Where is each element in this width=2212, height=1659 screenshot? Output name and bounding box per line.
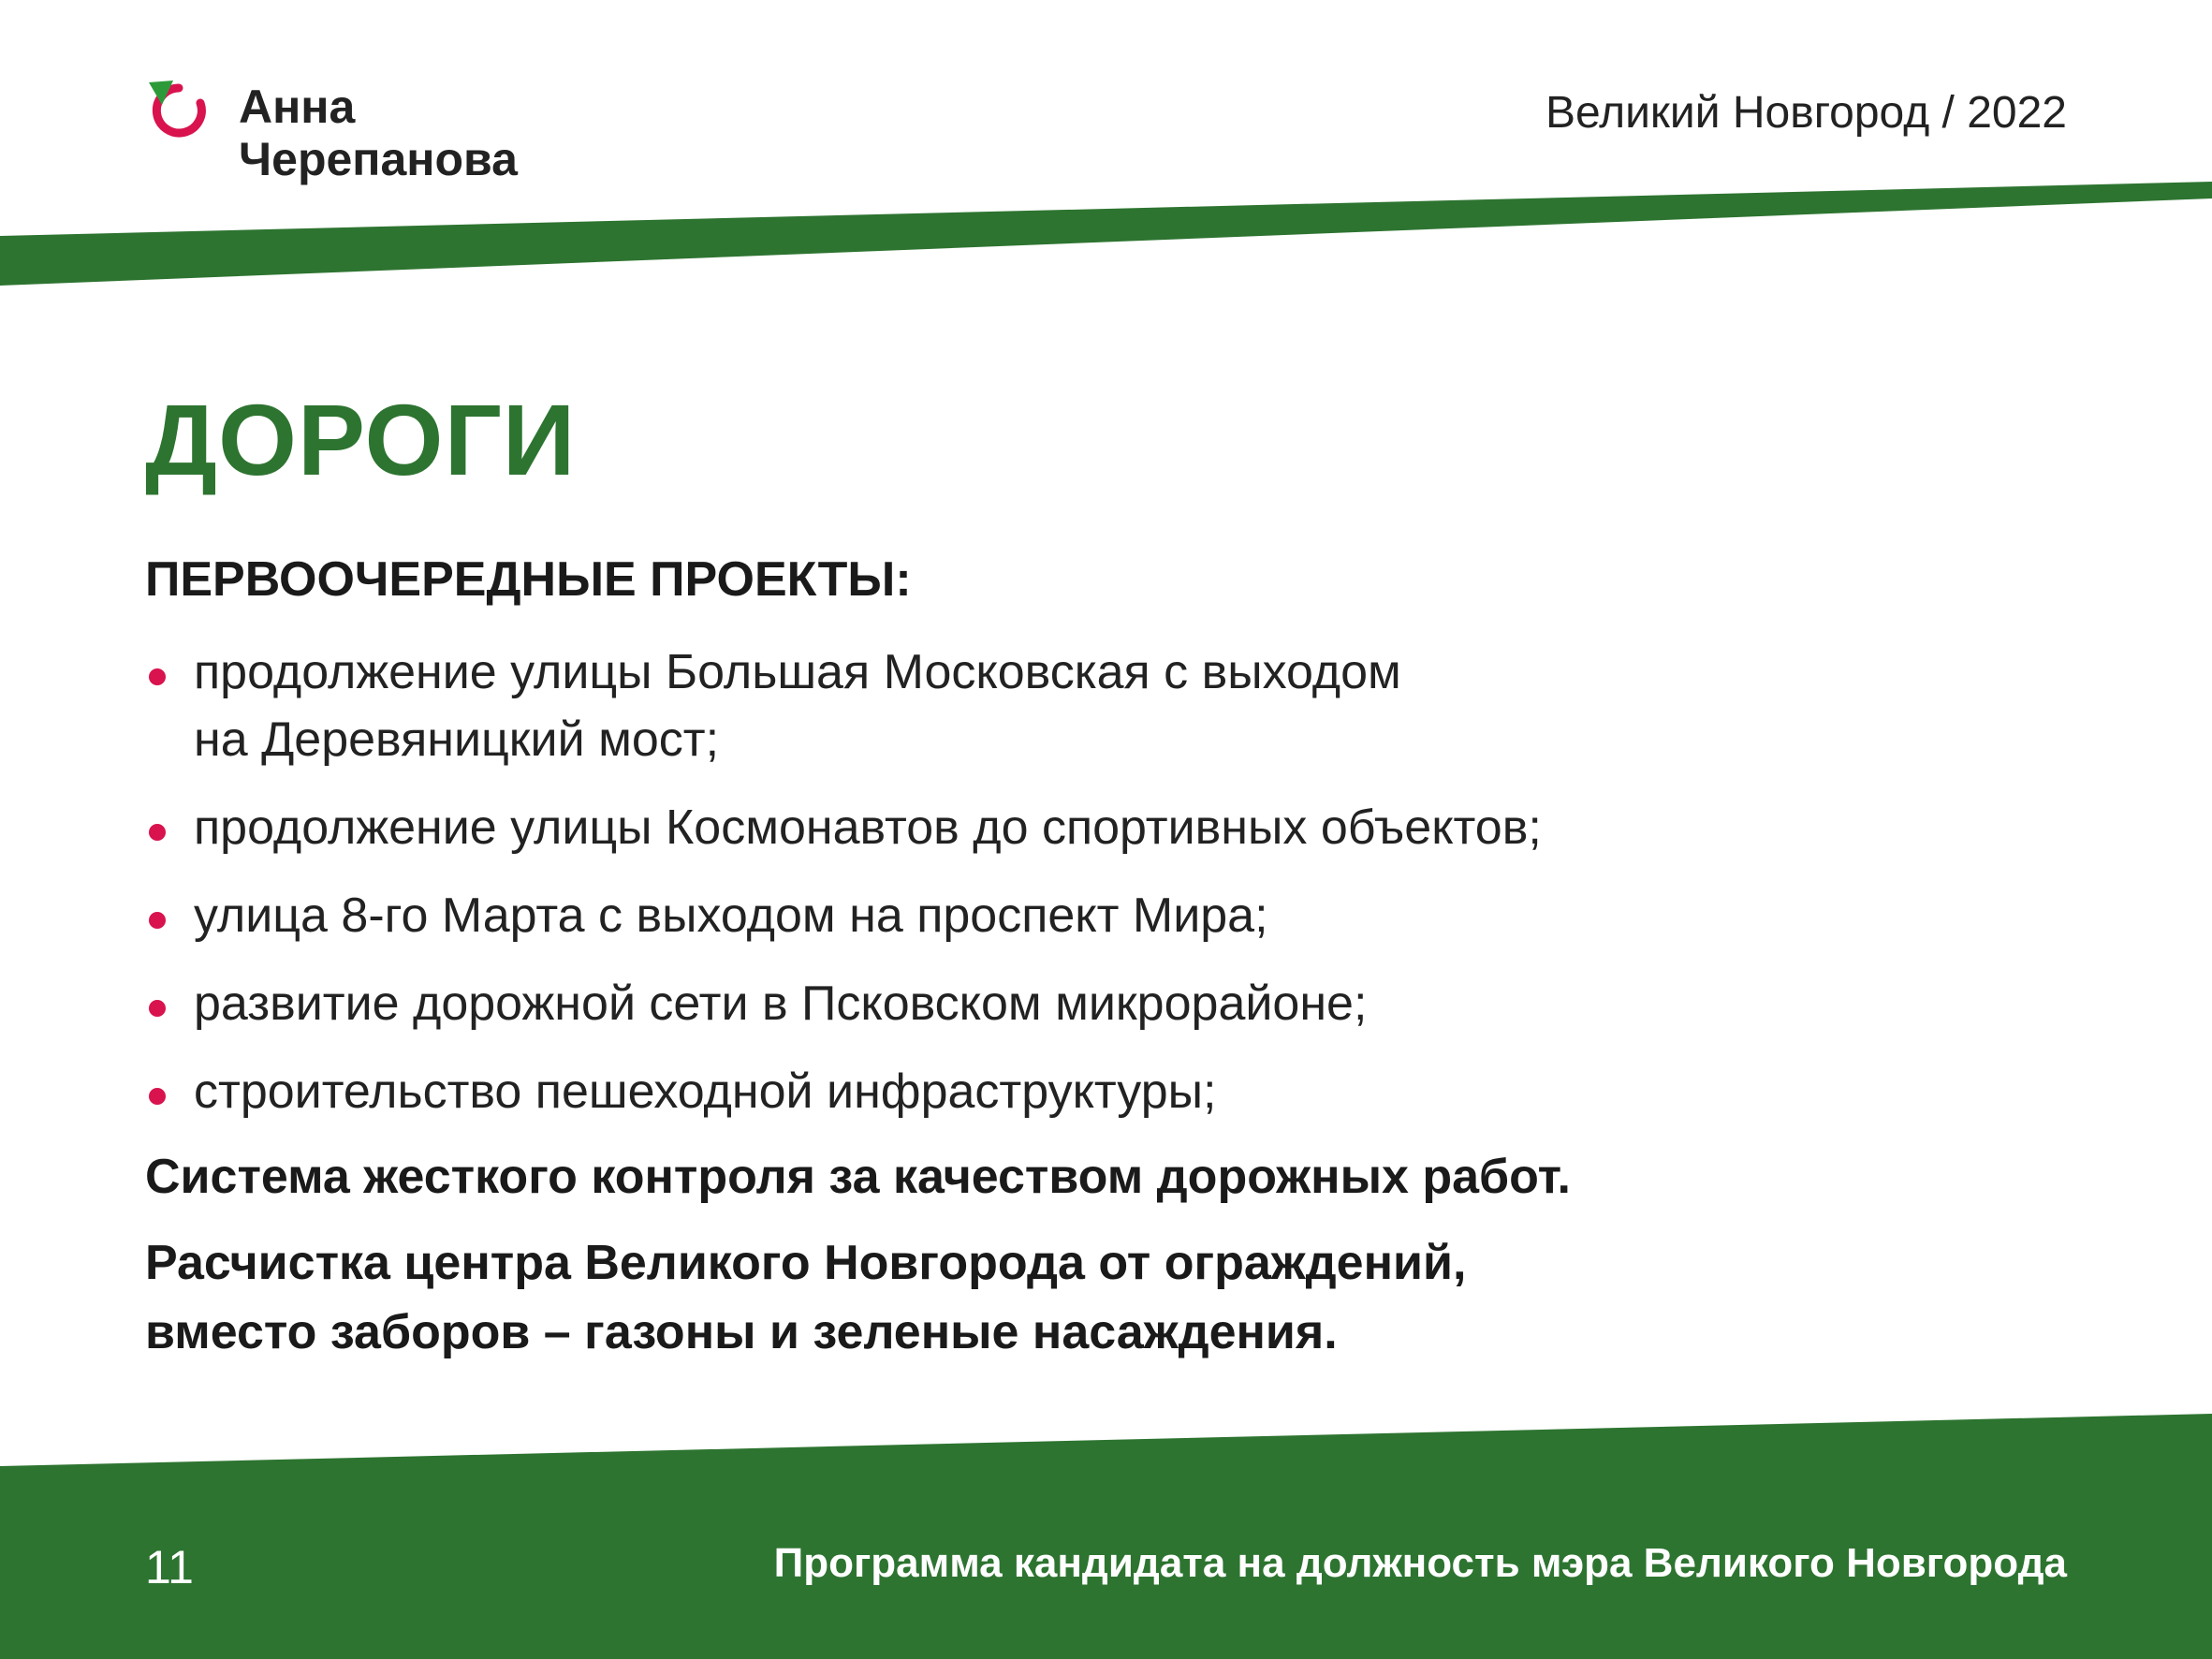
list-item-text: развитие дорожной сети в Псковском микрорайоне; — [194, 976, 1368, 1031]
bullet-dot-icon — [149, 824, 166, 841]
circular-arrow-logo-icon — [145, 77, 212, 144]
candidate-last-name: Черепанова — [239, 133, 518, 185]
page-title: ДОРОГИ — [145, 383, 577, 496]
list-item-text-line2: на Деревяницкий мост; — [194, 712, 720, 767]
page-number: 11 — [145, 1541, 194, 1593]
quality-control-statement: Система жесткого контроля за качеством дорожных работ. — [145, 1150, 1571, 1204]
bullet-dot-icon — [149, 1000, 166, 1017]
bullet-dot-icon — [149, 668, 166, 685]
candidate-first-name: Анна — [239, 81, 356, 133]
list-item-text-line1: продолжение улицы Большая Московская с выходом — [194, 645, 1401, 699]
program-footer-text: Программа кандидата на должность мэра Великого Новгорода — [773, 1540, 2067, 1586]
section-subtitle: ПЕРВООЧЕРЕДНЫЕ ПРОЕКТЫ: — [145, 552, 912, 607]
list-item-text: строительство пешеходной инфраструктуры; — [194, 1064, 1217, 1119]
list-item — [145, 794, 1924, 861]
priority-projects-list — [145, 639, 1924, 1146]
city-year: Великий Новгород / 2022 — [1545, 88, 2067, 138]
center-cleanup-statement — [145, 1228, 1924, 1367]
list-item — [145, 1058, 1924, 1125]
list-item — [145, 882, 1924, 949]
list-item — [145, 970, 1924, 1037]
bullet-dot-icon — [149, 912, 166, 929]
list-item-text: улица 8-го Марта с выходом на проспект Мира; — [194, 888, 1268, 943]
footer-green-band — [0, 1395, 2212, 1659]
bullet-dot-icon — [149, 1088, 166, 1105]
list-item — [145, 639, 1924, 773]
list-item-text: продолжение улицы Космонавтов до спортивных объектов; — [194, 800, 1542, 855]
center-cleanup-line1: Расчистка центра Великого Новгорода от ограждений, — [145, 1236, 1467, 1290]
center-cleanup-line2: вместо заборов – газоны и зеленые насаждения. — [145, 1305, 1338, 1359]
candidate-name — [239, 81, 518, 185]
